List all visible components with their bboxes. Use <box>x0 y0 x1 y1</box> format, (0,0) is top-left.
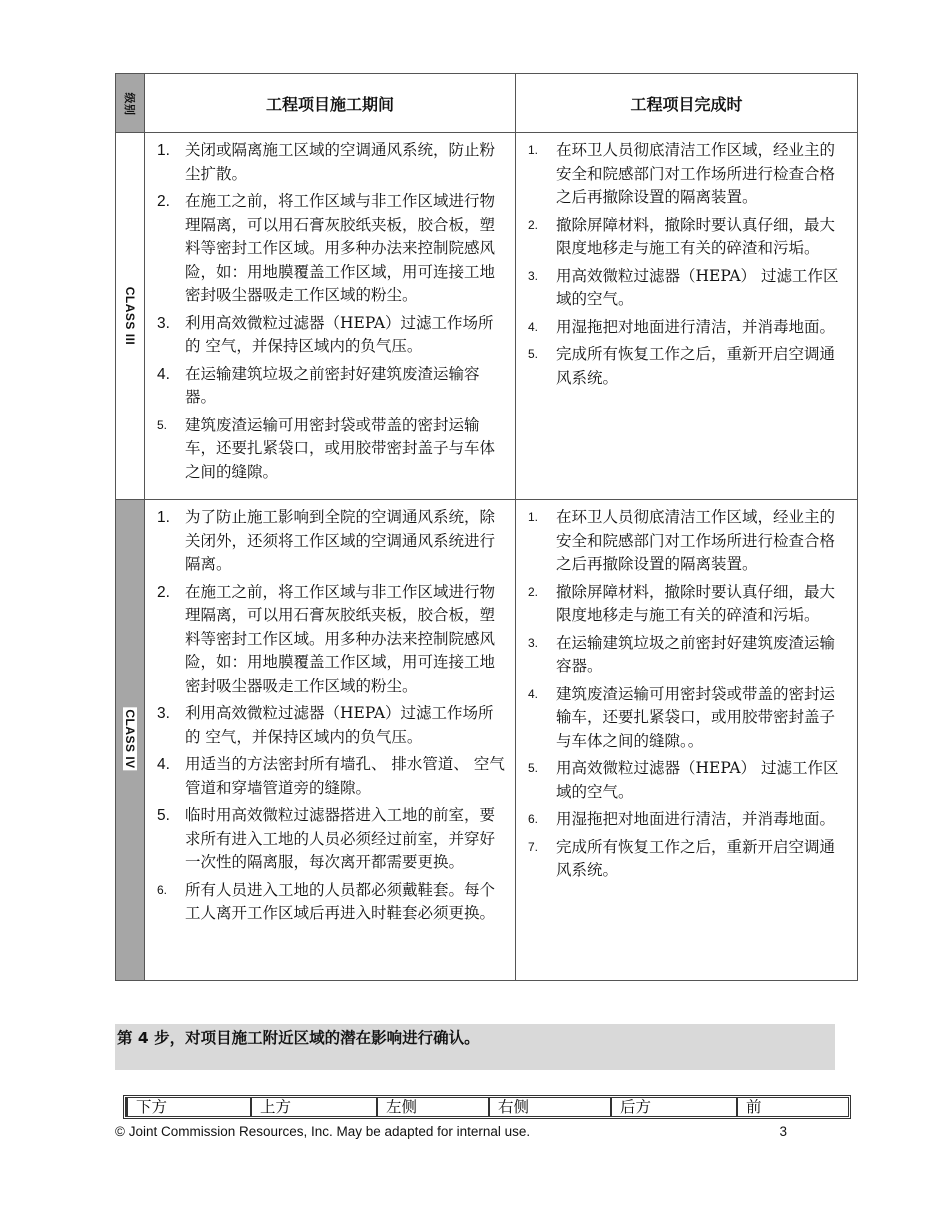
list-item <box>522 581 847 628</box>
list-text: 在环卫人员彻底清洁工作区域，经业主的安全和院感部门对工作场所进行检查合格之后再撤除设置的隔离装置。 <box>556 508 836 573</box>
list-text: 建筑废渣运输可用密封袋或带盖的密封运输车，还要扎紧袋口，或用胶带密封盖子与车体之间的缝隙。 <box>185 415 496 481</box>
level-header-cell <box>116 74 145 133</box>
page-number: 3 <box>779 1124 787 1139</box>
list-text: 建筑废渣运输可用密封袋或带盖的密封运输车，还要扎紧袋口，或用胶带密封盖子与车体之间的缝隙。。 <box>556 684 836 750</box>
direction-above: 上方 <box>250 1098 376 1116</box>
list-text: 临时用高效微粒过滤器搭进入工地的前室，要求所有进入工地的人员必须经过前室，并穿好一次性的隔离服，每次离开都需要更换。 <box>185 806 496 871</box>
list-number: 2. <box>157 193 170 210</box>
list-number: 1. <box>157 142 170 159</box>
list-item <box>151 363 505 410</box>
list-item <box>522 265 847 312</box>
list-number: 2. <box>528 217 539 232</box>
list-number: 1. <box>528 143 539 157</box>
list-item <box>151 506 505 577</box>
list-text: 完成所有恢复工作之后，重新开启空调通风系统。 <box>556 837 836 879</box>
list-number: 1. <box>157 509 170 526</box>
class-iv-label: CLASS IV <box>123 709 137 769</box>
class-iii-after-cell <box>516 133 858 500</box>
list-item <box>522 683 847 754</box>
list-number: 2. <box>528 584 539 599</box>
list-item <box>522 506 847 577</box>
list-text: 用湿拖把对地面进行清洁，并消毒地面。 <box>556 317 836 336</box>
direction-below: 下方 <box>126 1098 250 1116</box>
list-text: 在运输建筑垃圾之前密封好建筑废渣运输容器。 <box>185 364 480 406</box>
list-number: 4. <box>528 686 539 701</box>
list-text: 在运输建筑垃圾之前密封好建筑废渣运输容器。 <box>556 633 836 675</box>
list-number: 4. <box>528 319 539 334</box>
list-text: 用湿拖把对地面进行清洁，并消毒地面。 <box>556 810 836 828</box>
copyright-notice: © Joint Commission Resources, Inc. May be adapted for internal use. <box>115 1124 531 1139</box>
list-text: 撤除屏障材料，撤除时要认真仔细，最大限度地移走与施工有关的碎渣和污垢。 <box>556 215 836 257</box>
list-text: 在施工之前，将工作区域与非工作区域进行物理隔离，可以用石膏灰胶纸夹板，胶合板，塑料等密封工作区域。用多种办法来控制院感风险，如：用地膜覆盖工作区域，用可连接工地密封吸尘器吸走工作区域的粉尘。 <box>185 192 496 304</box>
step-4-heading-bar <box>115 1024 835 1070</box>
list-item <box>522 139 847 210</box>
list-item <box>151 581 505 699</box>
list-item <box>522 316 847 340</box>
list-item <box>522 808 847 832</box>
list-item <box>151 702 505 749</box>
list-item <box>151 753 505 800</box>
direction-front: 前 <box>736 1098 848 1116</box>
list-text: 在环卫人员彻底清洁工作区域，经业主的安全和院感部门对工作场所进行检查合格之后再撤除设置的隔离装置。 <box>556 141 836 206</box>
list-text: 用高效微粒过滤器（HEPA） 过滤工作区域的空气。 <box>556 266 839 308</box>
list-item <box>151 879 505 926</box>
list-number: 3. <box>157 314 170 332</box>
list-number: 4. <box>157 756 170 773</box>
list-text: 利用高效微粒过滤器（HEPA）过滤工作场所的 空气，并保持区域内的负气压。 <box>185 313 494 355</box>
list-number: 3. <box>528 635 539 650</box>
class-iii-cell <box>116 133 145 500</box>
list-number: 5. <box>528 347 539 361</box>
list-number: 3. <box>528 268 539 283</box>
class-iii-during-list <box>145 133 515 486</box>
adjacent-areas-row <box>123 1095 851 1119</box>
list-text: 撤除屏障材料，撤除时要认真仔细，最大限度地移走与施工有关的碎渣和污垢。 <box>556 582 836 624</box>
list-text: 用高效微粒过滤器（HEPA） 过滤工作区域的空气。 <box>556 759 839 801</box>
list-number: 7. <box>528 839 539 854</box>
list-number: 1. <box>528 510 539 524</box>
list-item <box>151 804 505 875</box>
step-4-heading: 第 4 步，对项目施工附近区域的潜在影响进行确认。 <box>117 1029 480 1047</box>
list-number: 5. <box>157 807 170 824</box>
list-item <box>151 414 505 485</box>
list-number: 5. <box>157 417 168 432</box>
class-iii-after-list <box>516 133 857 396</box>
direction-right: 右侧 <box>488 1098 610 1116</box>
list-number: 4. <box>157 365 170 383</box>
class-iv-after-cell <box>516 500 858 981</box>
list-item <box>522 632 847 679</box>
class-requirements-table <box>115 73 858 981</box>
level-header: 级别 <box>123 92 136 116</box>
list-item <box>151 190 505 308</box>
list-number: 6. <box>157 882 168 897</box>
list-number: 3. <box>157 705 170 722</box>
class-iv-after-list <box>516 500 857 889</box>
list-text: 所有人员进入工地的人员都必须戴鞋套。每个工人离开工作区域后再进入时鞋套必须更换。 <box>185 880 496 922</box>
direction-left: 左侧 <box>376 1098 488 1116</box>
list-item <box>522 214 847 261</box>
list-item <box>522 757 847 804</box>
list-text: 利用高效微粒过滤器（HEPA）过滤工作场所的 空气，并保持区域内的负气压。 <box>185 704 494 746</box>
list-number: 2. <box>157 583 170 601</box>
page-footer <box>115 1124 787 1139</box>
column-header-after: 工程项目完成时 <box>516 74 858 133</box>
class-iv-cell <box>116 500 145 981</box>
list-number: 5. <box>528 761 539 775</box>
class-iii-label: CLASS III <box>123 286 137 346</box>
class-iv-during-list <box>145 500 515 928</box>
list-text: 用适当的方法密封所有墙孔、 排水管道、 空气管道和穿墙管道旁的缝隙。 <box>185 755 505 797</box>
list-text: 关闭或隔离施工区域的空调通风系统，防止粉尘扩散。 <box>185 141 496 183</box>
list-item <box>151 139 505 186</box>
class-iv-during-cell <box>145 500 516 981</box>
list-text: 在施工之前，将工作区域与非工作区域进行物理隔离，可以用石膏灰胶纸夹板，胶合板，塑料等密封工作区域。用多种办法来控制院感风险，如：用地膜覆盖工作区域，用可连接工地密封吸尘器吸走工作区域的粉尘。 <box>185 582 496 695</box>
list-item <box>522 343 847 390</box>
list-item <box>522 836 847 883</box>
direction-behind: 后方 <box>610 1098 736 1116</box>
list-text: 完成所有恢复工作之后，重新开启空调通风系统。 <box>556 345 836 387</box>
list-number: 6. <box>528 812 539 826</box>
list-item <box>151 312 505 359</box>
list-text: 为了防止施工影响到全院的空调通风系统，除关闭外，还须将工作区域的空调通风系统进行隔离。 <box>185 508 496 573</box>
column-header-during: 工程项目施工期间 <box>145 74 516 133</box>
class-iii-during-cell <box>145 133 516 500</box>
